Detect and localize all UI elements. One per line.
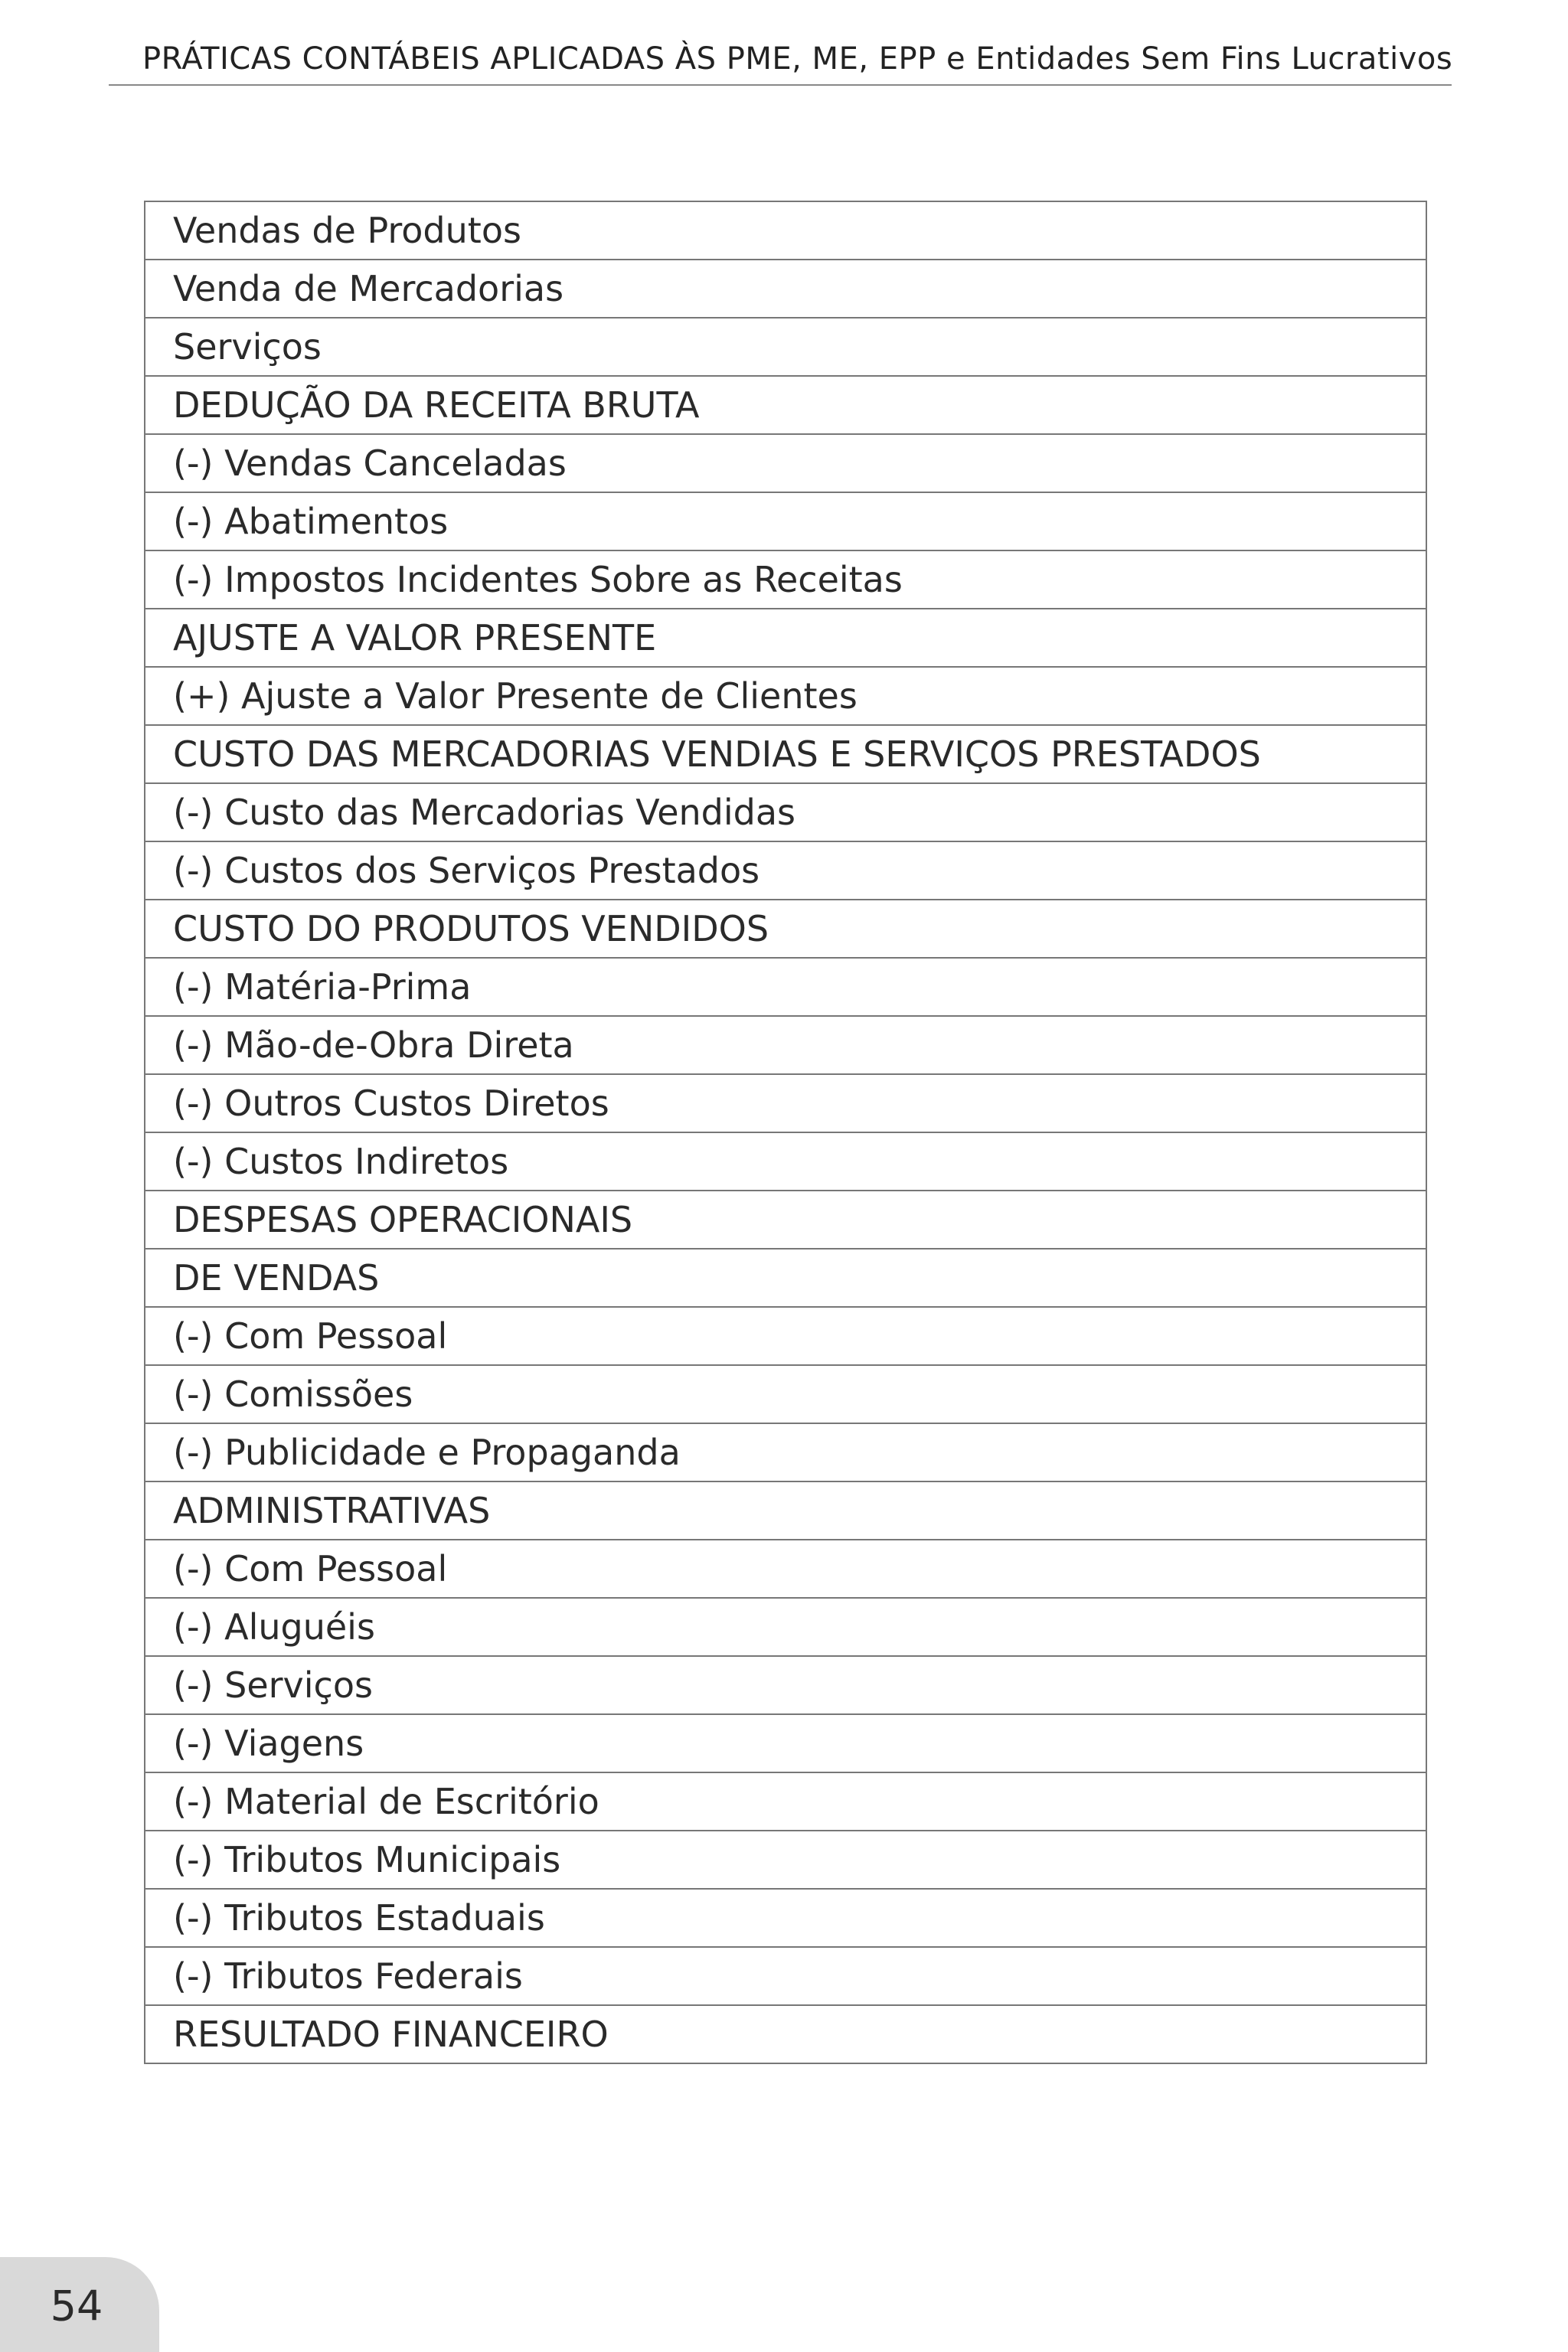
table-row (145, 667, 1426, 725)
table-cell: (-) Tributos Federais (145, 1947, 1426, 2005)
table-cell: (-) Custos dos Serviços Prestados (145, 841, 1426, 900)
table-cell: (-) Custo das Mercadorias Vendidas (145, 783, 1426, 841)
running-header: PRÁTICAS CONTÁBEIS APLICADAS ÀS PME, ME, EPP e Entidades Sem Fins Lucrativos (142, 41, 1453, 77)
table-cell: (+) Ajuste a Valor Presente de Clientes (145, 667, 1426, 725)
table-row (145, 609, 1426, 667)
table-cell: (-) Com Pessoal (145, 1307, 1426, 1365)
table-row (145, 201, 1426, 260)
table-row (145, 1656, 1426, 1714)
table-cell: (-) Tributos Municipais (145, 1831, 1426, 1889)
table-cell: (-) Tributos Estaduais (145, 1889, 1426, 1947)
table-cell: (-) Abatimentos (145, 492, 1426, 550)
table-row (145, 492, 1426, 550)
table-row (145, 783, 1426, 841)
table-row (145, 958, 1426, 1016)
table-cell: ADMINISTRATIVAS (145, 1481, 1426, 1540)
table-row (145, 1016, 1426, 1074)
table-row (145, 1423, 1426, 1481)
table-cell: (-) Matéria-Prima (145, 958, 1426, 1016)
table-cell: Serviços (145, 318, 1426, 376)
table-row (145, 900, 1426, 958)
table-row (145, 1191, 1426, 1249)
table-cell: (-) Mão-de-Obra Direta (145, 1016, 1426, 1074)
table-row (145, 1249, 1426, 1307)
table-row (145, 376, 1426, 434)
table-cell: (-) Impostos Incidentes Sobre as Receitas (145, 550, 1426, 609)
table-row (145, 434, 1426, 492)
table-cell: Vendas de Produtos (145, 201, 1426, 260)
page-number: 54 (50, 2282, 103, 2331)
table-row (145, 1889, 1426, 1947)
table-row (145, 1132, 1426, 1191)
table-cell: CUSTO DAS MERCADORIAS VENDIAS E SERVIÇOS PRESTADOS (145, 725, 1426, 783)
table-row (145, 841, 1426, 900)
account-table (144, 201, 1427, 2064)
table-cell: AJUSTE A VALOR PRESENTE (145, 609, 1426, 667)
table-cell: DE VENDAS (145, 1249, 1426, 1307)
account-table-body (145, 201, 1426, 2063)
table-row (145, 1831, 1426, 1889)
table-cell: (-) Comissões (145, 1365, 1426, 1423)
table-row (145, 1540, 1426, 1598)
table-row (145, 1365, 1426, 1423)
table-cell: DEDUÇÃO DA RECEITA BRUTA (145, 376, 1426, 434)
table-cell: DESPESAS OPERACIONAIS (145, 1191, 1426, 1249)
table-cell: (-) Custos Indiretos (145, 1132, 1426, 1191)
table-row (145, 1598, 1426, 1656)
table-row (145, 260, 1426, 318)
table-cell: CUSTO DO PRODUTOS VENDIDOS (145, 900, 1426, 958)
table-cell: (-) Serviços (145, 1656, 1426, 1714)
table-cell: (-) Publicidade e Propaganda (145, 1423, 1426, 1481)
table-cell: (-) Aluguéis (145, 1598, 1426, 1656)
table-row (145, 1714, 1426, 1772)
table-row (145, 550, 1426, 609)
table-row (145, 725, 1426, 783)
table-cell: (-) Outros Custos Diretos (145, 1074, 1426, 1132)
table-cell: RESULTADO FINANCEIRO (145, 2005, 1426, 2063)
table-row (145, 1481, 1426, 1540)
table-row (145, 318, 1426, 376)
table-row (145, 1307, 1426, 1365)
table-cell: (-) Vendas Canceladas (145, 434, 1426, 492)
table-cell: (-) Material de Escritório (145, 1772, 1426, 1831)
table-cell: (-) Viagens (145, 1714, 1426, 1772)
table-row (145, 1772, 1426, 1831)
table-row (145, 1074, 1426, 1132)
table-cell: Venda de Mercadorias (145, 260, 1426, 318)
header-divider (109, 84, 1452, 86)
table-row (145, 2005, 1426, 2063)
table-cell: (-) Com Pessoal (145, 1540, 1426, 1598)
table-row (145, 1947, 1426, 2005)
